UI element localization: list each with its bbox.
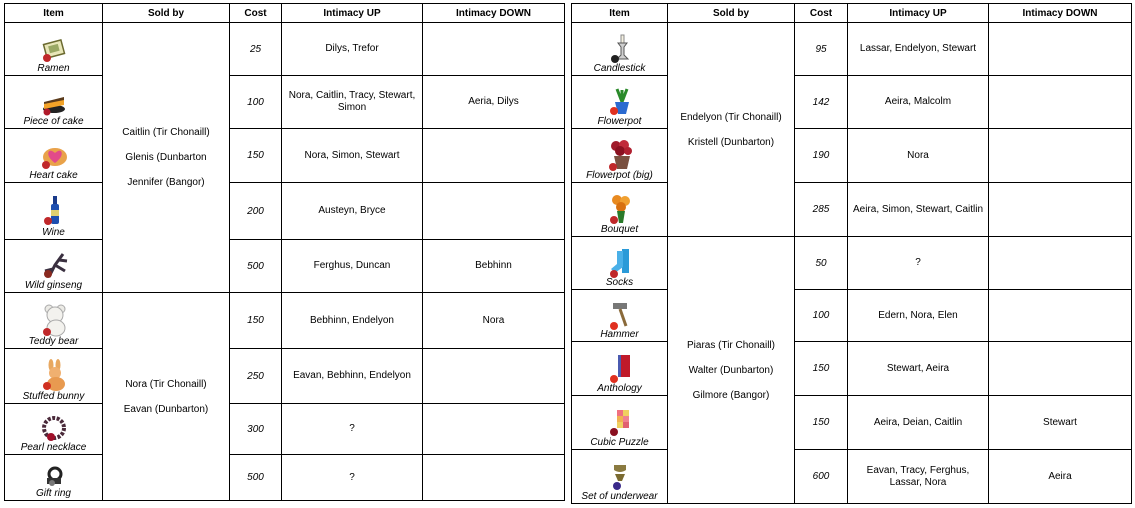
hammer-icon [605,300,635,332]
cost-cell: 95 [795,23,848,76]
intimacy-up-cell: Stewart, Aeira [848,342,989,396]
header-item: Item [572,4,668,23]
cost-cell: 100 [230,76,282,129]
table-row [572,396,1132,450]
header-row [5,4,565,23]
cost-cell: 150 [795,342,848,396]
intimacy-down-cell [989,129,1132,183]
cost-cell: 150 [230,293,282,349]
intimacy-down-cell: Aeria, Dilys [423,76,565,129]
cost-cell: 500 [230,240,282,293]
item-name: Hammer [600,329,639,340]
gift-table-left [4,3,565,501]
gift-table-right [571,3,1132,504]
cost-cell: 142 [795,76,848,129]
cost-cell: 50 [795,237,848,290]
item-name: Cubic Puzzle [590,437,649,448]
header-sold-by: Sold by [668,4,795,23]
cost-cell: 500 [230,455,282,501]
item-cell [5,240,103,293]
item-cell [572,342,668,396]
seller-name: Endelyon (Tir Chonaill) [680,111,782,123]
item-name: Wild ginseng [24,280,83,291]
table-row [5,349,565,404]
table-row [572,76,1132,129]
intimacy-up-cell: Dilys, Trefor [282,23,423,76]
item-cell [572,76,668,129]
cost-cell: 200 [230,183,282,240]
item-cell [572,396,668,450]
intimacy-up-cell: Aeira, Malcolm [848,76,989,129]
seller-name: Eavan (Dunbarton) [123,403,209,415]
table-row [572,183,1132,237]
intimacy-up-cell: Austeyn, Bryce [282,183,423,240]
item-cell [5,129,103,183]
seller-name: Jennifer (Bangor) [127,177,205,188]
intimacy-down-cell [989,342,1132,396]
table-row [572,450,1132,504]
header-intimacy-down: Intimacy DOWN [423,4,565,23]
ginseng-icon [39,251,69,281]
header-cost: Cost [230,4,282,23]
book-icon [605,352,635,386]
big-flowerpot-icon [605,139,635,173]
table-row [5,455,565,501]
item-cell [572,23,668,76]
intimacy-down-cell [989,183,1132,237]
socks-icon [605,247,635,279]
cost-cell: 100 [795,290,848,342]
item-cell [5,76,103,129]
header-item: Item [5,4,103,23]
intimacy-up-cell: Aeira, Simon, Stewart, Caitlin [848,183,989,237]
ramen-icon [39,34,69,64]
flowerpot-icon [605,86,635,118]
bouquet-icon [605,193,635,227]
seller-cell [668,23,795,237]
intimacy-up-cell: Eavan, Tracy, Ferghus, Lassar, Nora [848,450,989,504]
intimacy-down-cell [423,129,565,183]
intimacy-down-cell: Nora [423,293,565,349]
table-row [572,342,1132,396]
seller-name: Caitlin (Tir Chonaill) [122,127,210,138]
item-cell [5,404,103,455]
intimacy-up-cell: Bebhinn, Endelyon [282,293,423,349]
intimacy-up-cell: Ferghus, Duncan [282,240,423,293]
item-name: Teddy bear [28,336,79,347]
item-name: Set of underwear [581,491,658,502]
seller-cell [103,293,230,501]
item-name: Wine [42,227,65,238]
seller-name: Piaras (Tir Chonaill) [687,339,775,351]
seller-name: Nora (Tir Chonaill) [125,378,207,390]
item-name: Anthology [597,383,642,394]
item-cell [572,450,668,504]
seller-cell [668,237,795,504]
stuffed-bunny-icon [39,359,69,393]
wine-bottle-icon [39,194,69,228]
seller-name: Gilmore (Bangor) [692,389,770,401]
cake-slice-icon [39,87,69,117]
intimacy-down-cell [423,183,565,240]
item-name: Candlestick [593,63,646,74]
header-intimacy-down: Intimacy DOWN [989,4,1132,23]
item-cell [5,23,103,76]
seller-name: Kristell (Dunbarton) [687,136,775,148]
cubic-puzzle-icon [605,407,635,439]
cost-cell: 190 [795,129,848,183]
item-name: Bouquet [600,224,639,235]
item-name: Piece of cake [23,116,84,127]
header-intimacy-up: Intimacy UP [848,4,989,23]
item-cell [5,293,103,349]
header-cost: Cost [795,4,848,23]
intimacy-up-cell: Eavan, Bebhinn, Endelyon [282,349,423,404]
intimacy-up-cell: ? [282,404,423,455]
item-cell [5,183,103,240]
cost-cell: 150 [230,129,282,183]
seller-name: Glenis (Dunbarton [125,152,207,163]
intimacy-down-cell: Aeira [989,450,1132,504]
intimacy-up-cell: Nora [848,129,989,183]
table-row [572,290,1132,342]
item-name: Stuffed bunny [22,391,85,402]
intimacy-up-cell: ? [848,237,989,290]
table-row [5,240,565,293]
item-cell [572,129,668,183]
ring-icon [39,465,69,491]
intimacy-up-cell: Lassar, Endelyon, Stewart [848,23,989,76]
intimacy-down-cell [423,23,565,76]
table-row [5,76,565,129]
cost-cell: 300 [230,404,282,455]
table-row [5,293,565,349]
pearl-necklace-icon [39,414,69,444]
item-name: Flowerpot (big) [586,170,653,181]
intimacy-down-cell [989,23,1132,76]
item-cell [5,349,103,404]
table-row [5,129,565,183]
table-row [5,23,565,76]
intimacy-down-cell [989,76,1132,129]
seller-cell [103,23,230,293]
intimacy-up-cell: Edern, Nora, Elen [848,290,989,342]
cost-cell: 285 [795,183,848,237]
intimacy-down-cell [989,237,1132,290]
candlestick-icon [605,33,635,65]
intimacy-down-cell: Bebhinn [423,240,565,293]
intimacy-down-cell: Stewart [989,396,1132,450]
table-row [572,237,1132,290]
item-name: Heart cake [29,170,78,181]
intimacy-up-cell: Nora, Simon, Stewart [282,129,423,183]
item-name: Ramen [37,63,70,74]
item-name: Pearl necklace [20,442,87,453]
teddy-bear-icon [39,304,69,338]
cost-cell: 250 [230,349,282,404]
cost-cell: 25 [230,23,282,76]
item-cell [572,290,668,342]
intimacy-up-cell: Aeira, Deian, Caitlin [848,396,989,450]
intimacy-down-cell [423,404,565,455]
seller-name: Walter (Dunbarton) [688,364,774,376]
item-cell [572,237,668,290]
heart-cake-icon [39,141,69,171]
intimacy-down-cell [423,455,565,501]
header-sold-by: Sold by [103,4,230,23]
intimacy-up-cell: ? [282,455,423,501]
table-row [572,23,1132,76]
cost-cell: 150 [795,396,848,450]
table-row [572,129,1132,183]
header-intimacy-up: Intimacy UP [282,4,423,23]
table-row [5,183,565,240]
intimacy-down-cell [423,349,565,404]
item-cell [572,183,668,237]
item-name: Gift ring [35,488,71,499]
item-name: Socks [605,277,634,288]
item-name: Flowerpot [597,116,642,127]
item-cell [5,455,103,501]
table-row [5,404,565,455]
header-row [572,4,1132,23]
cost-cell: 600 [795,450,848,504]
underwear-icon [605,461,635,493]
intimacy-up-cell: Nora, Caitlin, Tracy, Stewart, Simon [282,76,423,129]
intimacy-down-cell [989,290,1132,342]
